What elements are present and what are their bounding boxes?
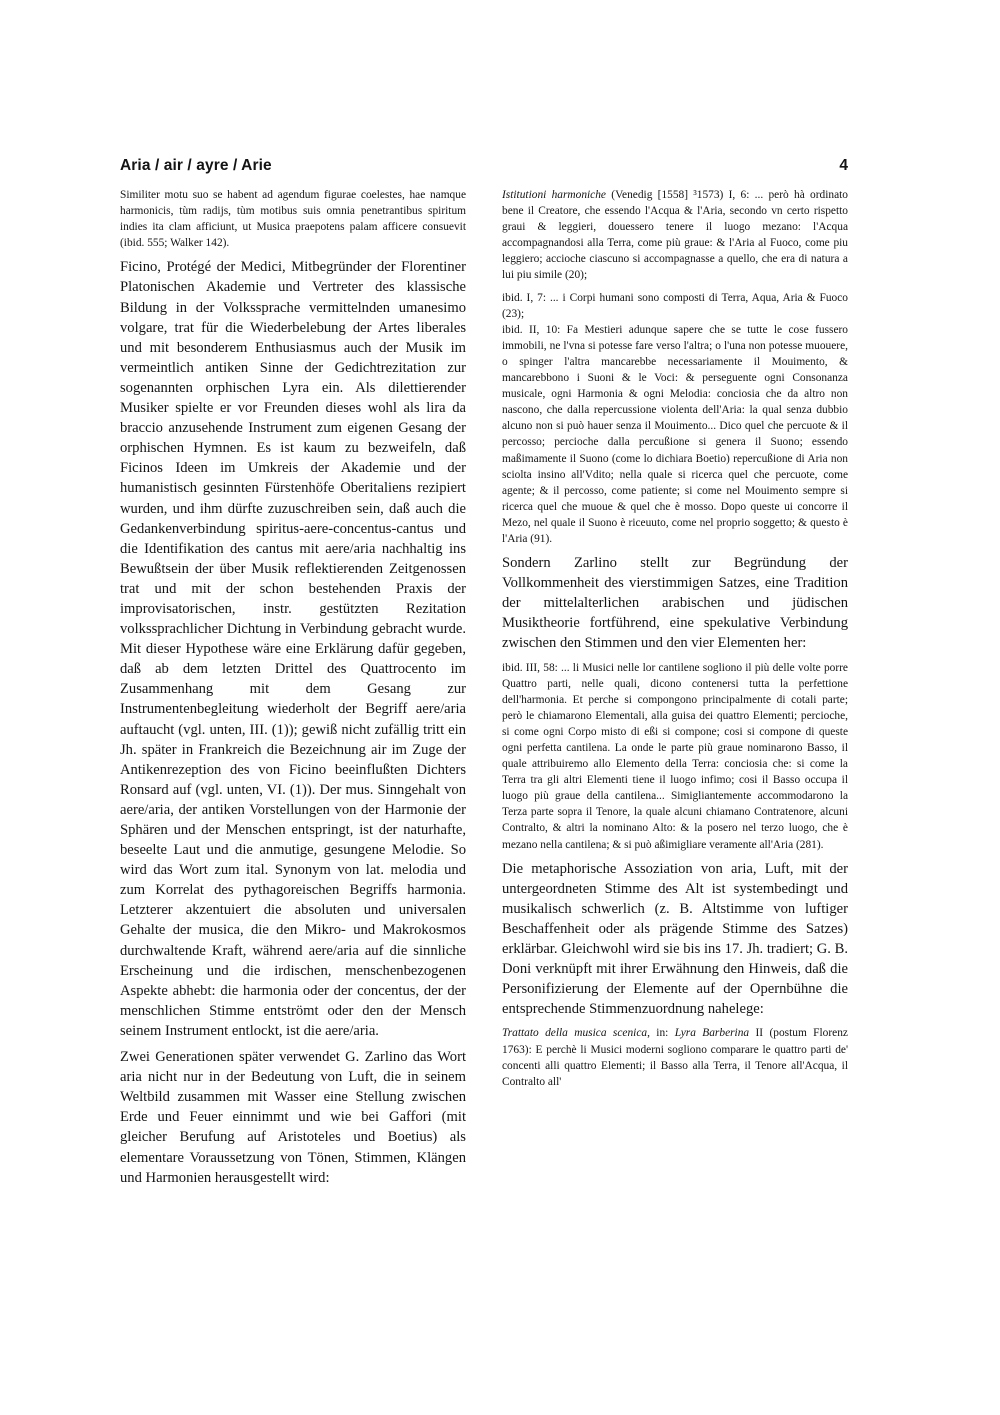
zarlino-source-title: Istitutioni harmoniche [502,189,606,201]
doni-work-title: Lyra Barberina [674,1027,750,1040]
zarlino-quote-1-text: (Venedig [1558] ³1573) I, 6: ... però hà ordinato bene il Creatore, che essendo l'Acqua & l'Aria, secondo vn certo rispetto graui & leggieri, douessero tenere il luogo mezano: l'Acqua accompagnandosi alla Terra, come più graue: & l'Aria al Fuoco, come piu leggiero; accioche ciascuno si accompagnasse a quello, che era di natura a lui piu simile (20); [502,189,848,282]
left-column [120,187,466,1194]
doni-connector: , in: [647,1027,675,1040]
right-column [502,187,848,1096]
paragraph-ficino: Ficino, Protégé der Medici, Mitbegründer der Florentiner Platonischen Akademie und Vertreter des klassische Bildung in der Volkssprache vermittelnden umanesimo volgare, trat für die Wiederbelebung der Artes liberales und mit besonderem Enthusiasmus auch der Musik im vermeintlich antiken Sinne der Gedichtrezitation zur sogenannten orphischen Lyra ein. Als dilettierender Musiker spielte er vor Freunden dieses wohl als lira da braccio anzusehende Instrument zum eigenen Gesang der orphischen Hymnen. Es ist kaum zu bezweifeln, daß Ficinos Ideen im Umkreis der Akademie und der humanistisch gesinnten Fürstenhöfe Oberitaliens rezipiert wurden, und ihm dürfte zuzuschreiben sein, daß auch die Gedankenverbindung spiritus-aere-concentus-cantus und die Identifikation des cantus mit aere/aria nachhaltig ins Bewußtsein der über Musik reflektierenden Zeitgenossen trat und mit der schon bestehenden Praxis der improvisatorischen, instr. gestützten Rezitation volkssprachlicher Dichtung in Verbindung gebracht wurde. Mit dieser Hypothese wäre eine Erklärung dafür gegeben, daß ab dem letzten Drittel des Quattrocento im Zusammenhang mit dem Gesang zur Instrumentenbegleitung wiederholt der Begriff aere/aria auftaucht (vgl. unten, III. (1)); gewiß nicht zufällig tritt ein Jh. später in Frankreich die Bezeichnung air im Zuge der Antikenrezeption des von Ficino beeinflußten Dichters Ronsard auf (vgl. unten, VI. (1)). Der mus. Sinngehalt von aere/aria, der antiken Vorstellungen von der Harmonie der Sphären und der Menschen entspringt, ist der naturhafte, beseelte Laut und die anmutige, gesungene Melodie. So wird das Wort zum ital. Synonym von lat. melodia und zum Korrelat des pythagoreischen Begriffs harmonia. Letzterer akzentuiert die absoluten und universalen Gehalte der musica, die den Mikro- und Makrokosmos durchwaltende Kraft, während aere/aria auf die sinnliche Erscheinung und die irdischen, menschenbezogenen Aspekte abhebt: die harmonia oder der concentus, der der menschlichen Stimme entströmt oder den der Mensch seinem Instrument entlockt, ist die aere/aria. [120,259,466,1039]
paragraph-zarlino-voices: Sondern Zarlino stellt zur Begründung der Vollkommenheit des vierstimmigen Satzes, eine Tradition der mittelalterlichen arabischen und jüdischen Musiktheorie fortführend, eine spekulative Verbindung zwischen den Stimmen und den vier Elementen her: [502,555,848,652]
doni-quote [502,1025,848,1089]
doni-quote-text: II (postum Florenz 1763): E perchè li Musici moderni sogliono comparare le quattro parti de' concenti alli quattro Elementi; il Basso alla Terra, il Tenore all'Acqua, il Contralto all' [502,1027,848,1088]
doni-source-title: Trattato della musica scenica [502,1027,648,1040]
paragraph-zarlino-intro: Zwei Generationen später verwendet G. Zarlino das Wort aria nicht nur in der Bedeutung von Luft, die in seinem Weltbild zusammen mit Wasser eine Stellung zwischen Erde und Feuer einnimmt und wie bei Gaffori (mit gleicher Berufung auf Aristoteles und Boetius) als elementare Voraussetzung von Tönen, Stimmen, Klängen und Harmonien herausgestellt wird: [120,1049,466,1186]
running-title: Aria / air / ayre / Arie [120,157,272,174]
page-number: 4 [839,157,848,174]
zarlino-quote-4: ibid. III, 58: ... li Musici nelle lor cantilene sogliono il più delle volte porre Quattro parti, nelle quali, dicono contenersi tutta la perfettione dell'harmonia. Et perche si compongono principalmente di cotali parte; però le chiamarono Elementali, alla guisa dei quattro Elementi; percioche, si come ogni Corpo misto di eßi si compone; cosi si compone di queste ogni perfetta cantilena. La onde le parte più graue nominarono Basso, il quale attribuiremo allo Elemento della Terra: conciosia che: si come la Terra tra gli altri Elementi tiene il luogo infimo; cosi il Basso occupa il luogo più graue della cantilena... Simigliantemente accommodarono la Terza parte sopra il Tenore, la quale alcuni chiamano Contratenore, alcuni Contralto, & altri la nominano Alto: & la posero nel terzo luogo, che è mezano nella cantilena; & si può aßimigliare veramente all'Aria (281). [502,661,848,851]
paragraph-doni: Die metaphorische Assoziation von aria, Luft, mit der untergeordneten Stimme des Alt ist systembedingt und musikalisch schwerlich (z. B. Altstimme von luftiger Beschaffenheit oder als prägende Stimme des Satzes) erklärbar. Gleichwohl wird sie bis ins 17. Jh. tradiert; G. B. Doni verknüpft mit ihrer Erwähnung den Hinweis, daß die Personifizierung der Elemente auf der Opernbühne die entsprechende Stimmenzuordnung nahelege: [502,860,848,1018]
zarlino-quote-2: ibid. I, 7: ... i Corpi humani sono composti di Terra, Aqua, Aria & Fuoco (23); [502,291,848,320]
running-head [120,157,848,175]
zarlino-quote-3: ibid. II, 10: Fa Mestieri adunque sapere che se tutte le cose fussero immobili, ne l'vna si potesse fare verso l'altra; o l'una non potesse muouere, o spinger l'altra mancarebbe necessariamente il Mouimento, & mancarebbono i Suoni & le Voci: & perseguente ogni Consonanza musicale, ogni Harmonia & ogni Melodia: conciosia che da altro non nascono, che dalla repercussione violenta dell'Aria: la qual senza dubbio alcuno non si può hauer senza il Mouimento... Dico quel che percuote & il percosso; percioche dalla percußione si genera il Suono; essendo maßimamente il Suono (come lo dichiara Boetio) repercußione di Aria non sciolta insino all'Vdito; nella quale si ricerca quel che percuote, come agente; & il percosso, come patiente; si come nel Mouimento sempre si ricerca quel che muoue & quel che è mosso. Dopo queste ui concorre il Mezo, nel quale il Suono è riceuuto, come nel proprio soggetto; & questo è l'Aria (91). [502,323,848,545]
zarlino-quote-1 [502,187,848,284]
latin-quote: Similiter motu suo se habent ad agendum figurae coelestes, hae namque harmonicis, tùm radijs, tùm motibus suis omnia penetrantibus spiritum indies ita clam afficiunt, ut Musica praepotens palam afficere consuevit (ibid. 555; Walker 142). [120,189,466,250]
